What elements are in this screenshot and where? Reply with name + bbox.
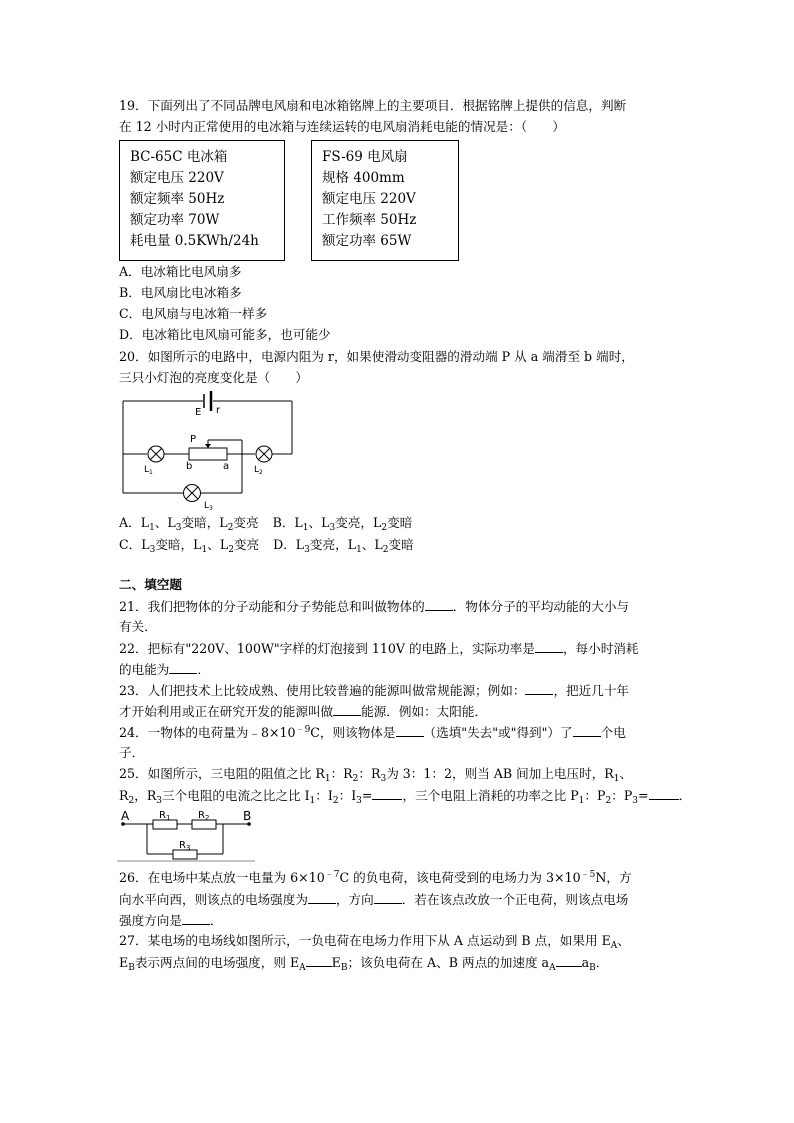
fan-spec-line: 额定电压 220V	[322, 191, 416, 207]
fan-spec-line: 工作频率 50Hz	[322, 212, 417, 228]
q19-stem-line2: 在 12 小时内正常使用的电冰箱与连续运转的电风扇消耗电能的情况是：（ ）	[119, 119, 565, 134]
q20-option-b: B．$L_1$、$L_3$变亮，$L_2$变暗	[272, 515, 413, 533]
q21-line2: 有关．	[119, 619, 157, 634]
slider-p-label: P	[190, 434, 197, 445]
q19-option-c: C．电风扇与电冰箱一样多	[119, 306, 268, 321]
answer-blank	[556, 952, 582, 967]
answer-blank	[306, 952, 332, 967]
resistor-r1-label: $R_1$	[159, 810, 171, 822]
q19-option-d: D．电冰箱比电风扇可能多，也可能少	[119, 327, 331, 342]
lamp-l2-label: $L_2$	[254, 465, 263, 476]
fan-spec-line: FS-69 电风扇	[322, 149, 408, 165]
answer-blank	[425, 596, 453, 611]
q20-option-d: D．$L_3$变亮，$L_1$、$L_2$变暗	[273, 537, 414, 555]
q27-line2: $E_B$表示两点间的电场强度，则 $E_A$ $E_B$；该负电荷在 A、B 两点的加速度 $a_A$ $a_B$．	[119, 952, 608, 973]
lamp-l3-label: $L_3$	[204, 501, 213, 512]
fan-nameplate	[311, 140, 459, 261]
fridge-spec-line: 额定电压 220V	[130, 170, 224, 186]
fridge-spec-line: 额定频率 50Hz	[130, 191, 225, 207]
q26-line1: 26．在电场中某点放一电量为 $6\times 10^{﹣7}C$ 的负电荷，该电荷受到的电场力为 $3\times 10^{﹣5}N$，方	[119, 870, 632, 885]
terminal-a-label: A	[121, 809, 130, 823]
q20-options-ab	[119, 513, 412, 533]
answer-blank	[649, 785, 679, 800]
q19-option-b: B．电风扇比电冰箱多	[119, 285, 242, 300]
fridge-spec-line: 耗电量 0.5KWh/24h	[130, 233, 259, 249]
answer-blank	[308, 889, 336, 904]
q24-line2: 子．	[119, 745, 145, 760]
answer-blank	[374, 889, 402, 904]
q20-stem-line2: 三只小灯泡的亮度变化是（ ）	[119, 370, 308, 385]
fan-spec-line: 额定功率 65W	[322, 233, 412, 249]
q26-line3: 强度方向是 ．	[119, 910, 223, 931]
answer-blank	[182, 910, 210, 925]
section-title-fill-in: 二、填空题	[119, 577, 182, 592]
emf-label: E	[195, 407, 202, 418]
q25-line1: 25．如图所示，三电阻的阻值之比 $R_1$：$R_2$：$R_3$为 3：1：2，则当 AB 间加上电压时，$R_1$、	[119, 766, 633, 784]
answer-blank	[169, 659, 197, 674]
fan-spec-line: 规格 400mm	[322, 170, 405, 186]
q27-line1: 27．某电场的电场线如图所示，一负电荷在电场力作用下从 A 点运动到 B 点，如果用 $E_A$、	[119, 933, 630, 951]
q20-options-cd	[119, 535, 414, 555]
resistor-r2-label: $R_2$	[198, 810, 210, 822]
q23-line1: 23．人们把技术上比较成熟、使用比较普遍的能源叫做常规能源；例如： ，把近几十年	[119, 680, 629, 701]
answer-blank	[333, 701, 361, 716]
fridge-spec-line: BC-65C 电冰箱	[130, 149, 228, 165]
end-b-label: b	[186, 461, 193, 472]
end-a-label: a	[223, 461, 230, 472]
answer-blank	[525, 680, 553, 695]
answer-blank	[372, 785, 402, 800]
q23-line2: 才开始利用或正在研究开发的能源叫做 能源．例如：太阳能．	[119, 701, 487, 722]
lamp-l1-label: $L_1$	[144, 465, 153, 476]
fridge-spec-line: 额定功率 70W	[130, 212, 220, 228]
q20-stem-line1: 20．如图所示的电路中，电源内阻为 r，如果使滑动变阻器的滑动端 P 从 a 端滑至 b 端时，	[119, 349, 634, 364]
q19-stem-line1: 19．下面列出了不同品牌电风扇和电冰箱铭牌上的主要项目．根据铭牌上提供的信息，判断	[119, 98, 627, 113]
resistor-r3-label: $R_3$	[179, 840, 191, 852]
resistor-circuit-q25	[117, 806, 255, 862]
q20-option-c: C．$L_3$变暗，$L_1$、$L_2$变亮	[119, 537, 260, 555]
answer-blank	[396, 722, 424, 737]
terminal-b-label: B	[243, 809, 252, 823]
q21-line1: 21．我们把物体的分子动能和分子势能总和叫做物体的 ．物体分子的平均动能的大小与	[119, 596, 629, 617]
q22-line2: 的电能为 ．	[119, 659, 210, 680]
q25-line2: $R_2$，$R_3$三个电阻的电流之比之比 $I_1$：$I_2$：$I_3=$ ，三个电阻上消耗的功率之比 $P_1$：$P_2$：$P_3=$ ．	[119, 785, 691, 806]
q22-line1: 22．把标有"220V、100W"字样的灯泡接到 110V 的电路上，实际功率是 ，每小时消耗	[119, 638, 639, 659]
q26-line2: 向水平向西，则该点的电场强度为 ，方向 ．若在该点改放一个正电荷，则该点电场	[119, 889, 628, 910]
answer-blank	[573, 722, 601, 737]
q24-line1: 24．一物体的电荷量为$﹣8\times 10^{﹣9}C$，则该物体是 （选填"失去"或"得到"）了 个电	[119, 722, 626, 743]
internal-resistance-label: r	[216, 405, 221, 416]
q19-option-a: A．电冰箱比电风扇多	[119, 264, 242, 279]
circuit-diagram-q20	[118, 390, 298, 512]
fridge-nameplate	[119, 140, 285, 261]
q20-option-a: A．$L_1$、$L_3$变暗，$L_2$变亮	[119, 515, 259, 533]
answer-blank	[535, 638, 563, 653]
